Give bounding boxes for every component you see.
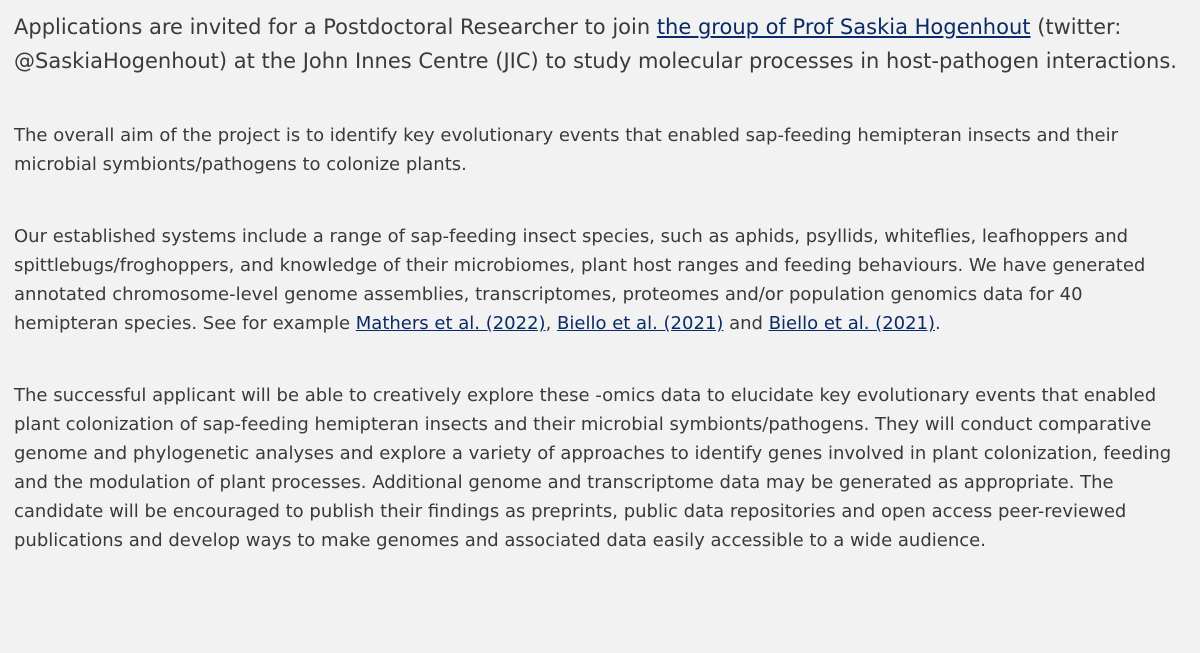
intro-paragraph [14,10,1180,78]
intro-text-start: Applications are invited for a Postdoctoral Researcher to join [14,15,657,39]
separator-and: and [723,313,769,334]
systems-paragraph [14,222,1180,338]
biello-2021-link-1[interactable]: Biello et al. (2021) [557,313,724,334]
systems-text: Our established systems include a range of sap-feeding insect species, such as aphids, psyllids, whiteflies, leafhoppers and spittlebugs/froghoppers, and knowledge of their microbiomes, plant host ranges and feeding behaviours. We have generated annotated chromosome-level genome assemblies, transcriptomes, proteomes and/or population genomics data for 40 hemipteran species. See for example [14,226,1146,334]
mathers-2022-link[interactable]: Mathers et al. (2022) [355,313,546,334]
intro-text-end: (twitter: @SaskiaHogenhout) at the John Innes Centre (JIC) to study molecular processes in host-pathogen interactions. [14,15,1177,73]
project-aim-paragraph: The overall aim of the project is to identify key evolutionary events that enabled sap-feeding hemipteran insects and their microbial symbionts/pathogens to colonize plants. [14,125,1119,175]
hogenhout-group-link[interactable]: the group of Prof Saskia Hogenhout [656,15,1031,39]
biello-2021-link-2[interactable]: Biello et al. (2021) [768,313,936,334]
systems-end-period: . [935,313,941,334]
separator-comma: , [545,313,558,334]
applicant-paragraph: The successful applicant will be able to creatively explore these -omics data to elucidate key evolutionary events that enabled plant colonization of sap-feeding hemipteran insects and their microbial symbionts/pathogens. They will conduct comparative genome and phylogenetic analyses and explore a variety of approaches to identify genes involved in plant colonization, feeding and the modulation of plant processes. Additional genome and transcriptome data may be generated as appropriate. The candidate will be encouraged to publish their findings as preprints, public data repositories and open access peer-reviewed publications and develop ways to make genomes and associated data easily accessible to a wide audience. [14,385,1172,551]
